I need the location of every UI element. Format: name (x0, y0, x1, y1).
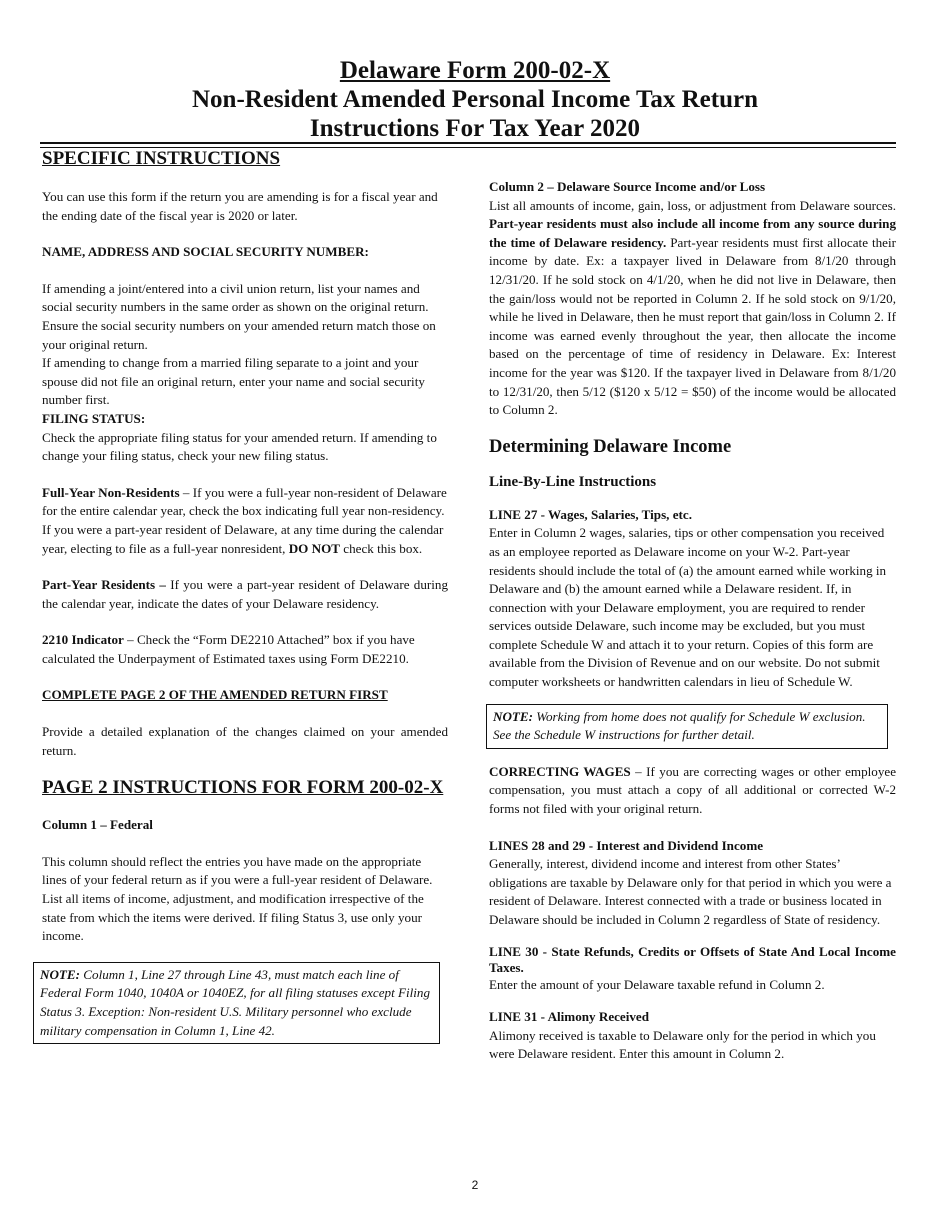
full-year-text: – If you were a full-year non-resident of Delaware for the entire calendar year, check the box indicating full year non-residency. If you were a part-year resident of Delaware, at any time during the calendar year, electing to file as a full-year nonresident, (42, 484, 447, 556)
page2-instructions-title: PAGE 2 INSTRUCTIONS FOR FORM 200-02-X (42, 777, 444, 799)
note-label-right: NOTE: (493, 708, 534, 724)
column1-note-box (33, 962, 440, 1044)
complete-page2-heading: COMPLETE PAGE 2 OF THE AMENDED RETURN FIRST (42, 687, 388, 703)
page-number: 2 (471, 1178, 479, 1192)
line-by-line-heading: Line-By-Line Instructions (489, 473, 657, 490)
form-subtitle: Non-Resident Amended Personal Income Tax Return (192, 86, 758, 113)
line30-heading: LINE 30 - State Refunds, Credits or Offsets of State And Local Income Taxes. (489, 943, 896, 975)
column2-bold-text: Part-year residents must also include all income from any source during the time of Delaware residency. (489, 216, 896, 250)
specific-instructions-title: SPECIFIC INSTRUCTIONS (42, 148, 281, 169)
note-text-right: Working from home does not qualify for Schedule W exclusion. See the Schedule W instructions for further detail. (493, 708, 866, 743)
column1-text: This column should reflect the entries you have made on the appropriate lines of your federal return as if you were a full-year resident of Delaware. List all items of income, adjustment, and modification irrespective of the state from which the items were derived. If filing Status 3, use only your income. (42, 853, 433, 944)
left-column (42, 147, 448, 1044)
column2-text-a: List all amounts of income, gain, loss, or adjustment from Delaware sources. (489, 197, 896, 213)
provide-explanation-text: Provide a detailed explanation of the changes claimed on your amended return. (42, 724, 448, 758)
full-year-nonresidents-paragraph (42, 484, 448, 558)
part-year-text: If you were a part-year resident of Delaware during the calendar year, indicate the dates of your Delaware residency. (42, 577, 448, 611)
right-column (489, 178, 896, 1064)
correcting-wages-text: – If you are correcting wages or other employee compensation, you must attach a copy of all additional or corrected W-2 forms not filed with your original return. (489, 763, 897, 817)
indicator-text: – Check the “Form DE2210 Attached” box if you have calculated the Underpayment of Estimated taxes using Form DE2210. (42, 632, 415, 666)
line27-heading: LINE 27 - Wages, Salaries, Tips, etc. (489, 506, 692, 522)
filing-status-heading: FILING STATUS: (42, 410, 146, 426)
correcting-wages-paragraph (489, 763, 896, 819)
part-year-residents-paragraph (42, 576, 448, 613)
column2-heading: Column 2 – Delaware Source Income and/or Loss (489, 179, 766, 194)
column2-text-b: Part-year residents must first allocate their income by date. Ex: a taxpayer lived in Delaware from 8/1/20 through 12/31/20. If he sold stock on 4/1/20, when he did not live in Delaware, then the gain/loss would not be reported in Column 2. If he sold stock on 9/1/20, while he lived in Delaware, then he must report that gain/loss in Column 2. If income was earned evenly throughout the year, then allocate the income based on the percentage of time of residency in Delaware. Ex: Interest income for the year was $120. If the taxpayer lived in Delaware from 8/1/20 to 12/31/20, then 5/12 ($120 x 5/12 = $50) of the income would be allocated to Column 2. (489, 234, 896, 418)
part-year-label: Part-Year Residents – (42, 577, 166, 593)
lines-28-29-text: Generally, interest, dividend income and interest from other States’ obligations are taxable by Delaware only for that period in which you were a resident of Delaware. Interest connected with a trade or business located in Delaware should be included in Column 2 regardless of State of residency. (489, 856, 892, 927)
column2-paragraph (489, 197, 896, 420)
filing-status-text: Check the appropriate filing status for your amended return. If amending to change your filing status, check your new filing status. (42, 429, 437, 464)
lines-28-29-heading: LINES 28 and 29 - Interest and Dividend Income (489, 837, 764, 853)
form-title: Delaware Form 200-02-X (339, 57, 611, 84)
full-year-end: check this box. (340, 540, 423, 556)
determining-income-heading: Determining Delaware Income (489, 436, 732, 457)
name-address-heading: NAME, ADDRESS AND SOCIAL SECURITY NUMBER: (42, 244, 369, 260)
line27-text: Enter in Column 2 wages, salaries, tips or other compensation you received as an employee reported as Delaware income on your W-2. Part-year residents should include the total of (a) the amount earned while working in Delaware and (b) the amount earned while a Delaware resident. If, in connection with your Delaware employment, you are required to render services outside Delaware, such income may be excluded, but you must complete Schedule W and attach it to your return. Copies of this form are available from the Division of Revenue and on our website. Do not submit computer worksheets or handwritten calendars in lieu of Schedule W. (489, 525, 887, 690)
indicator-label: 2210 Indicator (42, 632, 124, 648)
name-address-text-1: If amending a joint/entered into a civil union return, list your names and social security numbers in the same order as shown on the original return. Ensure the social security numbers on your amended return match those on your original return. (42, 280, 436, 352)
correcting-wages-label: CORRECTING WAGES (489, 763, 631, 779)
line30-text: Enter the amount of your Delaware taxable refund in Column 2. (489, 976, 825, 992)
form-header (0, 56, 950, 143)
line31-text: Alimony received is taxable to Delaware only for the period in which you were Delaware resident. Enter this amount in Column 2. (489, 1027, 876, 1062)
full-year-do-not: DO NOT (288, 540, 340, 556)
full-year-label: Full-Year Non-Residents (42, 484, 180, 500)
header-rule-thick (40, 142, 896, 144)
indicator-2210-paragraph (42, 631, 448, 668)
note-label: NOTE: (40, 966, 81, 982)
note-text: Column 1, Line 27 through Line 43, must match each line of Federal Form 1040, 1040A or 1040EZ, for all filing statuses except Filing Status 3. Exception: Non-resident U.S. Military personnel who exclude military compensation in Column 1, Line 42. (40, 966, 430, 1038)
schedule-w-note-box (486, 704, 888, 749)
intro-text: You can use this form if the return you are amending is for a fiscal year and the ending date of the fiscal year is 2020 or later. (42, 189, 438, 223)
line31-heading: LINE 31 - Alimony Received (489, 1009, 650, 1025)
name-address-text-2: If amending to change from a married filing separate to a joint and your spouse did not file an original return, enter your name and social security number first. (42, 355, 425, 408)
column1-heading: Column 1 – Federal (42, 817, 153, 833)
form-tax-year: Instructions For Tax Year 2020 (309, 115, 641, 142)
